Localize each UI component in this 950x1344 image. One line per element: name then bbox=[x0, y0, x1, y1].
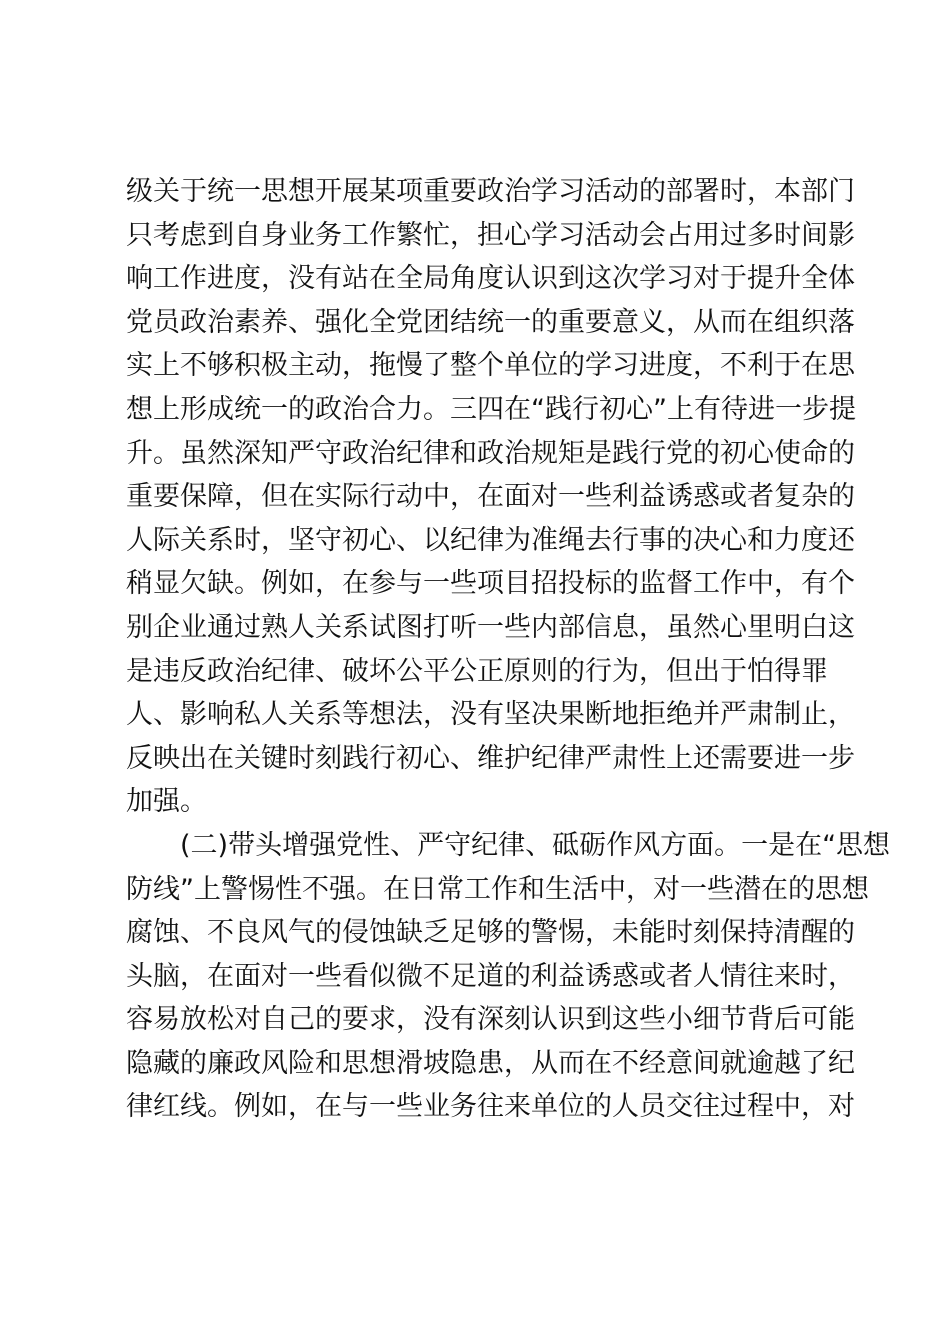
text-line: 反映出在关键时刻践行初心、维护纪律严肃性上还需要进一步 bbox=[126, 742, 855, 774]
text-line: 响工作进度，没有站在全局角度认识到这次学习对于提升全体 bbox=[126, 263, 855, 295]
section-heading-line: (二)带头增强党性、严守纪律、砥砺作风方面。一是在“思想 bbox=[180, 829, 891, 861]
text-line: 头脑，在面对一些看似微不足道的利益诱惑或者人情往来时， bbox=[126, 960, 855, 992]
text-line: 重要保障，但在实际行动中，在面对一些利益诱惑或者复杂的 bbox=[126, 481, 855, 513]
text-line: 隐藏的廉政风险和思想滑坡隐患，从而在不经意间就逾越了纪 bbox=[126, 1047, 855, 1079]
text-line: 级关于统一思想开展某项重要政治学习活动的部署时，本部门 bbox=[126, 176, 855, 207]
text-line: 想上形成统一的政治合力。三四在“践行初心”上有待进一步提 bbox=[126, 393, 856, 425]
text-line: 只考虑到自身业务工作繁忙，担心学习活动会占用过多时间影 bbox=[126, 219, 855, 251]
body-text bbox=[126, 170, 891, 1129]
text-line: 升。虽然深知严守政治纪律和政治规矩是践行党的初心使命的 bbox=[126, 437, 855, 469]
text-line: 容易放松对自己的要求，没有深刻认识到这些小细节背后可能 bbox=[126, 1004, 855, 1036]
text-line: 是违反政治纪律、破坏公平公正原则的行为，但出于怕得罪 bbox=[126, 655, 828, 687]
text-line: 律红线。例如，在与一些业务往来单位的人员交往过程中，对 bbox=[126, 1091, 855, 1123]
text-line: 别企业通过熟人关系试图打听一些内部信息，虽然心里明白这 bbox=[126, 611, 855, 643]
text-line: 实上不够积极主动，拖慢了整个单位的学习进度，不利于在思 bbox=[126, 350, 855, 382]
text-line: 党员政治素养、强化全党团结统一的重要意义，从而在组织落 bbox=[126, 306, 855, 338]
text-line: 加强。 bbox=[126, 786, 207, 818]
text-line: 人、影响私人关系等想法，没有坚决果断地拒绝并严肃制止， bbox=[126, 699, 855, 731]
text-line: 防线”上警惕性不强。在日常工作和生活中，对一些潜在的思想 bbox=[126, 873, 869, 905]
text-line: 腐蚀、不良风气的侵蚀缺乏足够的警惕，未能时刻保持清醒的 bbox=[126, 917, 855, 949]
text-line: 稍显欠缺。例如，在参与一些项目招投标的监督工作中，有个 bbox=[126, 568, 855, 600]
text-line: 人际关系时，坚守初心、以纪律为准绳去行事的决心和力度还 bbox=[126, 524, 855, 556]
